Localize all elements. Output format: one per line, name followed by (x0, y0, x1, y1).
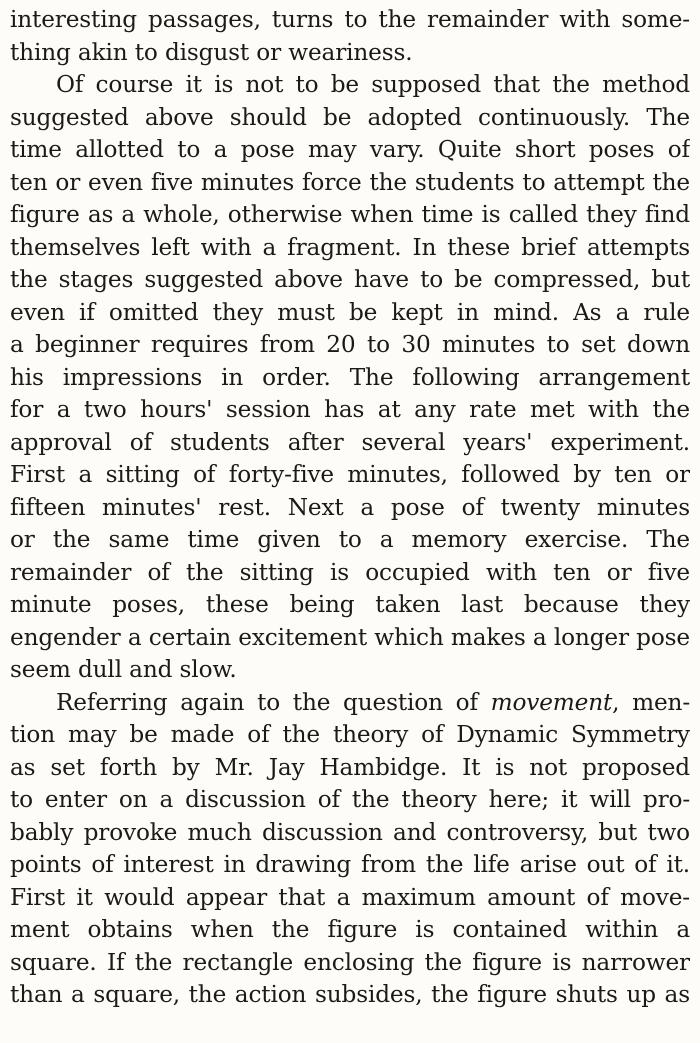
text-line: bably provoke much discussion and controversy, but two (10, 818, 690, 846)
paragraph (10, 687, 690, 1012)
text-line: tion may be made of the theory of Dynamic Symmetry (10, 721, 690, 748)
text-line: engender a certain excitement which makes a longer pose (10, 623, 690, 651)
text-line: as set forth by Mr. Jay Hambidge. It is not proposed (10, 753, 690, 781)
text-line: First a sitting of forty-five minutes, followed by ten or (10, 461, 690, 488)
text-line: ment obtains when the figure is contained within a (10, 916, 690, 943)
text-line: even if omitted they must be kept in mind. As a rule (10, 298, 690, 326)
text-line: First it would appear that a maximum amount of move- (10, 883, 690, 911)
italic-term: movement (490, 688, 613, 716)
text-line: Of course it is not to be supposed that the method (56, 71, 690, 98)
text-line: remainder of the sitting is occupied with ten or five (10, 558, 690, 586)
text-line: themselves left with a fragment. In these brief attempts (10, 233, 690, 261)
text-line: interesting passages, turns to the remainder with some- (10, 6, 690, 33)
text-line: or the same time given to a memory exercise. The (10, 526, 690, 553)
text-line: than a square, the action subsides, the figure shuts up as (10, 981, 690, 1008)
text-line: square. If the rectangle enclosing the figure is narrower (10, 948, 690, 976)
text-line: for a two hours' session has at any rate met with the (10, 396, 690, 423)
text-line: to enter on a discussion of the theory here; it will pro- (10, 786, 690, 813)
text-line: his impressions in order. The following arrangement (10, 363, 690, 391)
text-line: Referring again to the question of movement, men- (56, 688, 690, 716)
text-line: the stages suggested above have to be compressed, but (10, 266, 690, 293)
paragraph (10, 4, 690, 69)
text-line: seem dull and slow. (10, 656, 237, 683)
text-line: fifteen minutes' rest. Next a pose of twenty minutes (10, 493, 690, 521)
text-line: figure as a whole, otherwise when time is called they find (10, 201, 690, 228)
text-line: minute poses, these being taken last because they (10, 591, 690, 618)
text-line: ten or even five minutes force the students to attempt the (10, 168, 690, 196)
body-text (10, 4, 690, 1012)
text-line: thing akin to disgust or weariness. (10, 38, 413, 66)
text-line: time allotted to a pose may vary. Quite short poses of (10, 136, 690, 163)
text-line: points of interest in drawing from the life arise out of it. (10, 851, 690, 878)
text-line: approval of students after several years' experiment. (10, 428, 690, 456)
paragraph (10, 69, 690, 687)
text-line: a beginner requires from 20 to 30 minutes to set down (10, 331, 690, 358)
text-line: suggested above should be adopted continuously. The (10, 103, 690, 131)
